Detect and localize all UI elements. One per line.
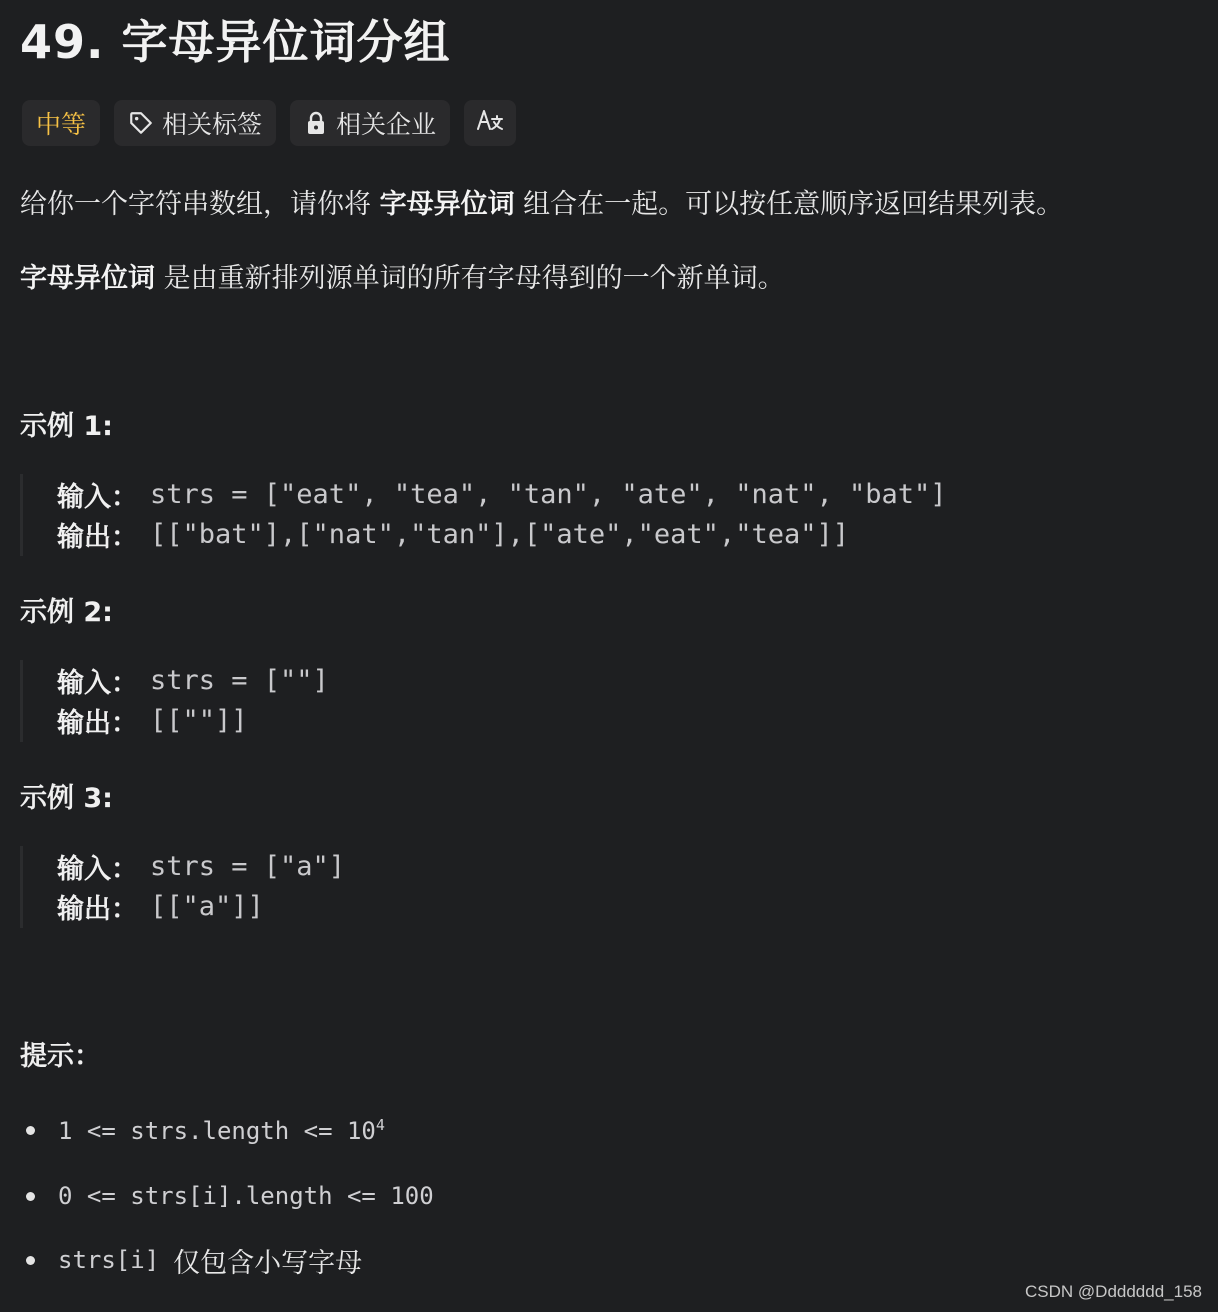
description-keyword: 字母异位词	[20, 263, 155, 294]
example-1-title: 示例 1:	[20, 411, 113, 442]
related-tags-label: 相关标签	[162, 110, 263, 139]
example-input-line	[57, 474, 947, 514]
example-1-block	[20, 474, 947, 556]
bullet-dot	[26, 1256, 35, 1265]
example-output-line	[57, 514, 849, 554]
constraint-code: strs[i]	[58, 1246, 160, 1274]
output-label: 输出：	[57, 893, 138, 925]
constraint-code	[58, 1116, 385, 1145]
lock-icon	[304, 110, 328, 136]
example-3-block	[20, 846, 923, 928]
output-label: 输出：	[57, 521, 138, 553]
input-label: 输入：	[57, 667, 138, 699]
related-companies-label: 相关企业	[336, 110, 437, 139]
output-value: [["bat"],["nat","tan"],["ate","eat","tea"]]	[150, 518, 849, 550]
difficulty-label: 中等	[36, 110, 87, 139]
example-output-line	[57, 700, 248, 740]
description-text: 给你一个字符串数组，请你将	[20, 189, 380, 220]
bullet-dot	[26, 1126, 35, 1135]
input-value: strs = [""]	[150, 664, 329, 696]
related-companies-button[interactable]	[290, 100, 450, 146]
input-value: strs = ["a"]	[150, 850, 346, 882]
example-2-title: 示例 2:	[20, 597, 113, 628]
tag-bar	[22, 100, 530, 146]
example-input-line	[57, 660, 329, 700]
translate-button[interactable]	[464, 100, 516, 146]
constraint-code-text: 1 <= strs.length <= 10	[58, 1116, 376, 1145]
description-paragraph-2	[20, 256, 785, 295]
example-output-line	[57, 886, 264, 926]
hints-title: 提示：	[20, 1041, 101, 1072]
problem-title: 49. 字母异位词分组	[20, 15, 451, 69]
description-keyword: 字母异位词	[379, 189, 515, 220]
input-value: strs = ["eat", "tea", "tan", "ate", "nat", "bat"]	[150, 478, 947, 510]
difficulty-badge[interactable]	[22, 100, 100, 146]
related-tags-button[interactable]	[114, 100, 276, 146]
description-paragraph-1	[20, 182, 1063, 221]
output-value: [["a"]]	[150, 890, 264, 922]
description-text: 组合在一起。可以按任意顺序返回结果列表。	[514, 189, 1064, 220]
example-3-title: 示例 3:	[20, 783, 113, 814]
constraint-text: 仅包含小写字母	[173, 1247, 363, 1279]
example-input-line	[57, 846, 345, 886]
constraint-code: 0 <= strs[i].length <= 100	[58, 1182, 434, 1210]
input-label: 输入：	[57, 853, 138, 885]
watermark: CSDN @Ddddddd_158	[1025, 1282, 1202, 1301]
constraint-item	[26, 1240, 362, 1280]
bullet-dot	[26, 1192, 35, 1201]
tag-icon	[128, 110, 154, 136]
output-value: [[""]]	[150, 704, 248, 736]
input-label: 输入：	[57, 481, 138, 513]
output-label: 输出：	[57, 707, 138, 739]
translate-icon	[476, 107, 504, 139]
example-2-block	[20, 660, 923, 742]
description-text: 是由重新排列源单词的所有字母得到的一个新单词。	[155, 263, 785, 294]
constraint-item	[26, 1110, 385, 1150]
constraint-item	[26, 1176, 434, 1216]
constraint-exponent: 4	[375, 1115, 385, 1134]
